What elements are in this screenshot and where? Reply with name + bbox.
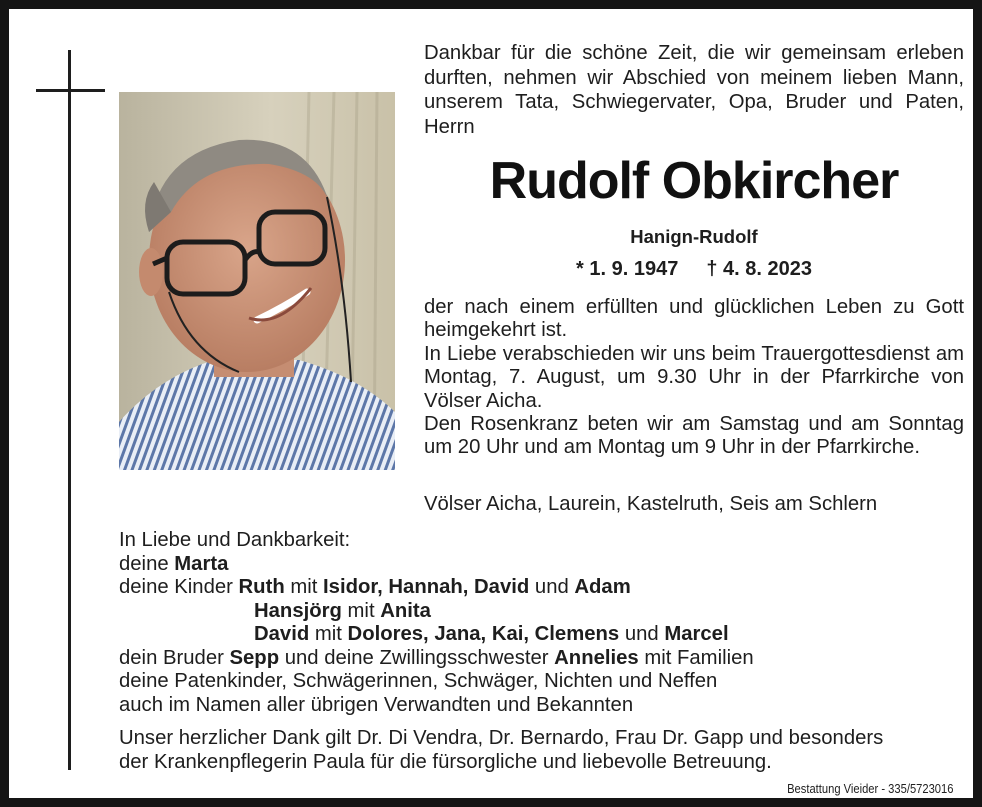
children-line-3: David mit Dolores, Jana, Kai, Clemens und Marcel — [254, 623, 729, 645]
funeral-service-text: In Liebe verabschieden wir uns beim Trauergottesdienst am Montag, 7. August, um 9.30 Uhr in der Pfarrkirche von Völser Aicha. — [424, 342, 964, 412]
wife-line: deine Marta — [119, 552, 229, 575]
thanks-text — [119, 727, 969, 774]
rosary-text: Den Rosenkranz beten wir am Samstag und am Sonntag um 20 Uhr und am Montag um 9 Uhr in der Pfarrkirche. — [424, 413, 964, 459]
relatives-line: auch im Namen aller übrigen Verwandten und Bekannten — [119, 693, 634, 716]
cross-horizontal-bar — [36, 89, 105, 92]
birth-date: * 1. 9. 1947 — [576, 258, 679, 280]
death-date: † 4. 8. 2023 — [706, 258, 812, 280]
cross-vertical-bar — [68, 50, 71, 770]
life-dates — [424, 256, 964, 282]
nickname: Hanign-Rudolf — [630, 226, 758, 247]
funeral-home-credit: Bestattung Vieider - 335/5723016 — [786, 781, 953, 796]
intro-text: Dankbar für die schöne Zeit, die wir gemeinsam erleben durften, nehmen wir Abschied von meinem lieben Mann, unserem Tata, Schwiegervater, Opa, Bruder und Paten, Herrn — [424, 42, 964, 138]
siblings-line: dein Bruder Sepp und deine Zwillingsschwester Annelies mit Familien — [119, 646, 754, 669]
thanks-line-1: Unser herzlicher Dank gilt Dr. Di Vendra, Dr. Bernardo, Frau Dr. Gapp und besonders — [119, 727, 884, 749]
godchildren-line: deine Patenkinder, Schwägerinnen, Schwäger, Nichten und Neffen — [119, 670, 718, 692]
mourners-list — [119, 529, 969, 717]
funeral-details — [424, 296, 964, 460]
wife-name: Marta — [174, 552, 229, 575]
portrait-photo — [119, 92, 395, 470]
children-line-2: Hansjörg mit Anita — [254, 599, 431, 622]
places-line: Völser Aicha, Laurein, Kastelruth, Seis am Schlern — [424, 493, 878, 515]
deceased-name: Rudolf Obkircher — [489, 152, 899, 210]
thanks-line-2: der Krankenpflegerin Paula für die fürsorgliche und liebevolle Betreuung. — [119, 750, 772, 773]
children-line-1: deine Kinder Ruth mit Isidor, Hannah, David und Adam — [119, 576, 631, 598]
mourners-heading: In Liebe und Dankbarkeit: — [119, 529, 351, 551]
returned-home-text: der nach einem erfüllten und glücklichen Leben zu Gott heimgekehrt ist. — [424, 296, 964, 342]
